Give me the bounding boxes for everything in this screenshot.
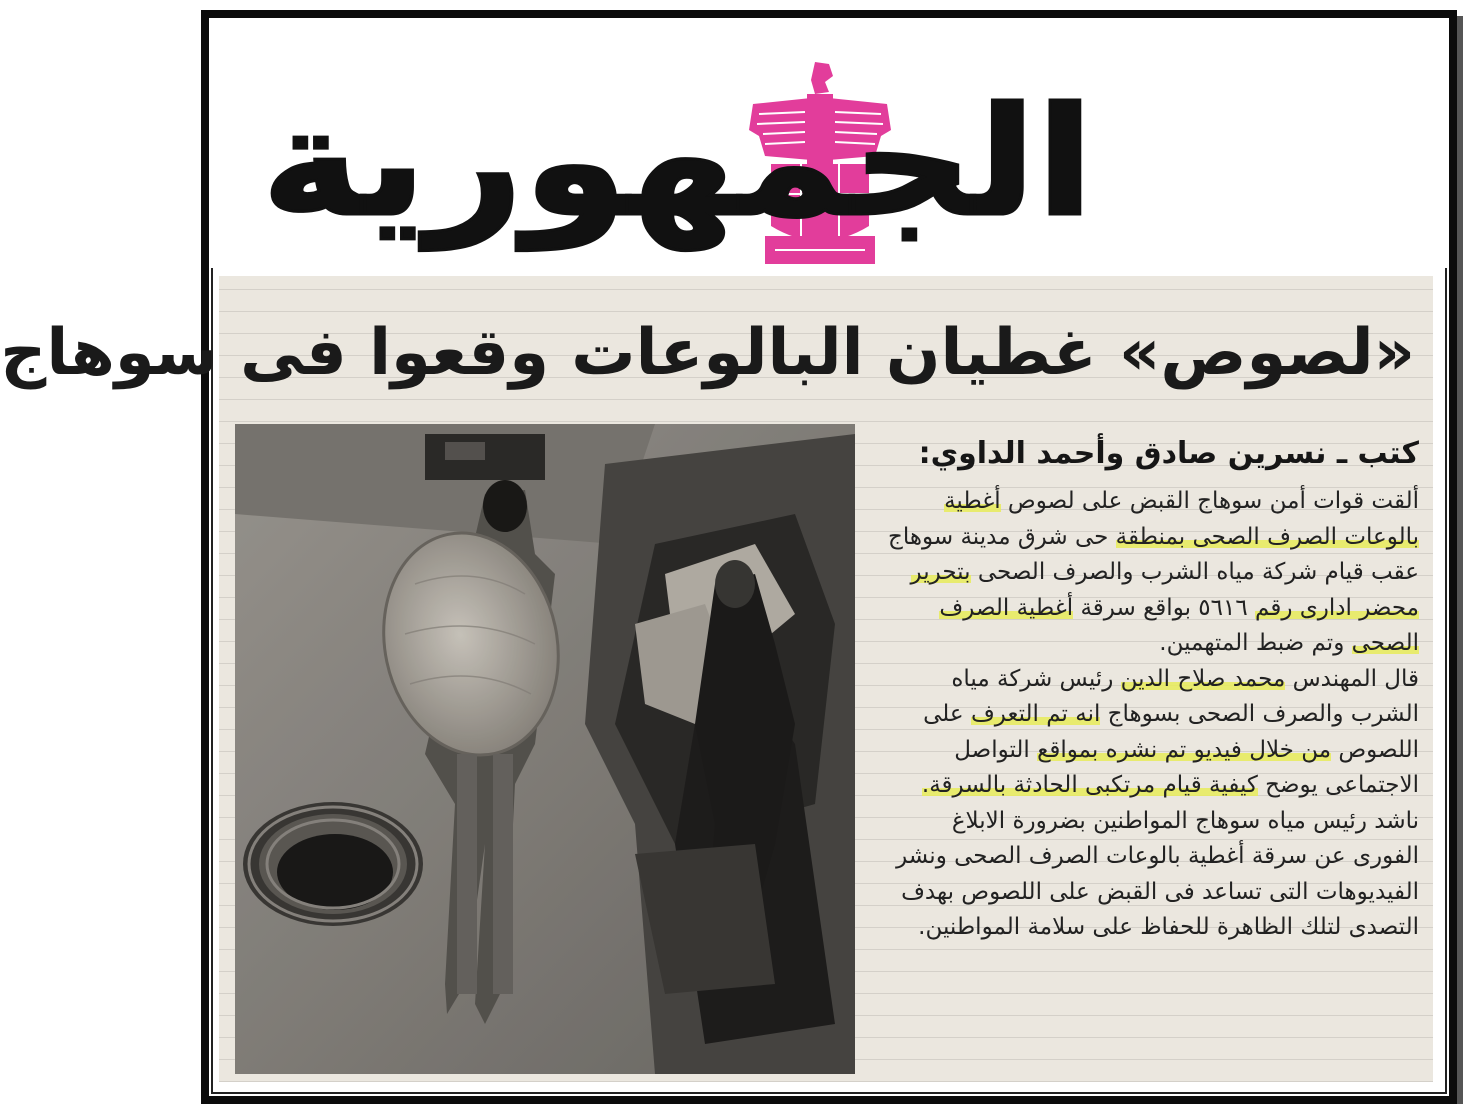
highlighted-text: انه تم التعرف (970, 701, 1101, 727)
news-clipping (0, 276, 1433, 1082)
paragraph-text: التواصل الاجتماعى يوضح (954, 736, 1419, 798)
article-headline: «لصوص» غطيان البالوعات وقعوا فى سوهاج (0, 316, 1415, 390)
highlighted-text: محمد صلاح الدين (1120, 665, 1286, 692)
article-paragraph (879, 662, 1419, 804)
paragraph-text: على اللصوص (923, 701, 1419, 763)
paragraph-text: حى شرق مدينة سوهاج عقب قيام شركة مياه الشرب والصرف الصحى (888, 523, 1419, 585)
masthead (209, 18, 1449, 268)
article-byline: كتب ـ نسرين صادق وأحمد الداوي: (918, 436, 1419, 471)
highlighted-text: بتحرير محضر ادارى رقم (910, 559, 1419, 621)
article-paragraph (879, 484, 1419, 662)
paragraph-text: ناشد رئيس مياه سوهاج المواطنين بضرورة الابلاغ الفورى عن سرقة أغطية بالوعات الصرف الصحى ونشر الفيديوهات التى تساعد فى القبض على اللصوص بهدف التصدى لتلك الظاهرة للحفاظ على سلامة المواطنين. (896, 807, 1419, 940)
article-paragraphs (879, 484, 1419, 946)
paragraph-text: وتم ضبط المتهمين. (1159, 630, 1352, 656)
paragraph-text: رئيس شركة مياه الشرب والصرف الصحى بسوهاج (951, 665, 1419, 727)
highlighted-text: أغطية الصرف الصحى (939, 594, 1419, 656)
paragraph-text: ٥٦١٦ بواقع سرقة (1073, 594, 1256, 621)
cctv-photo-icon (235, 424, 855, 1074)
article-body (879, 430, 1419, 946)
masthead-title: الجمهورية (261, 76, 1094, 250)
article-paragraph (879, 804, 1419, 946)
highlighted-text: أغطية بالوعات الصرف الصحى بمنطقة (944, 488, 1419, 550)
paragraph-text: ألقت قوات أمن سوهاج القبض على لصوص (1000, 488, 1419, 514)
article-photo (235, 424, 855, 1074)
paragraph-text: قال المهندس (1285, 665, 1419, 692)
clipping-frame (0, 10, 1457, 1104)
highlighted-text: كيفية قيام مرتكبى الحادثة بالسرقة. (921, 772, 1258, 798)
highlighted-text: من خلال فيديو تم نشره بمواقع (1037, 736, 1332, 763)
